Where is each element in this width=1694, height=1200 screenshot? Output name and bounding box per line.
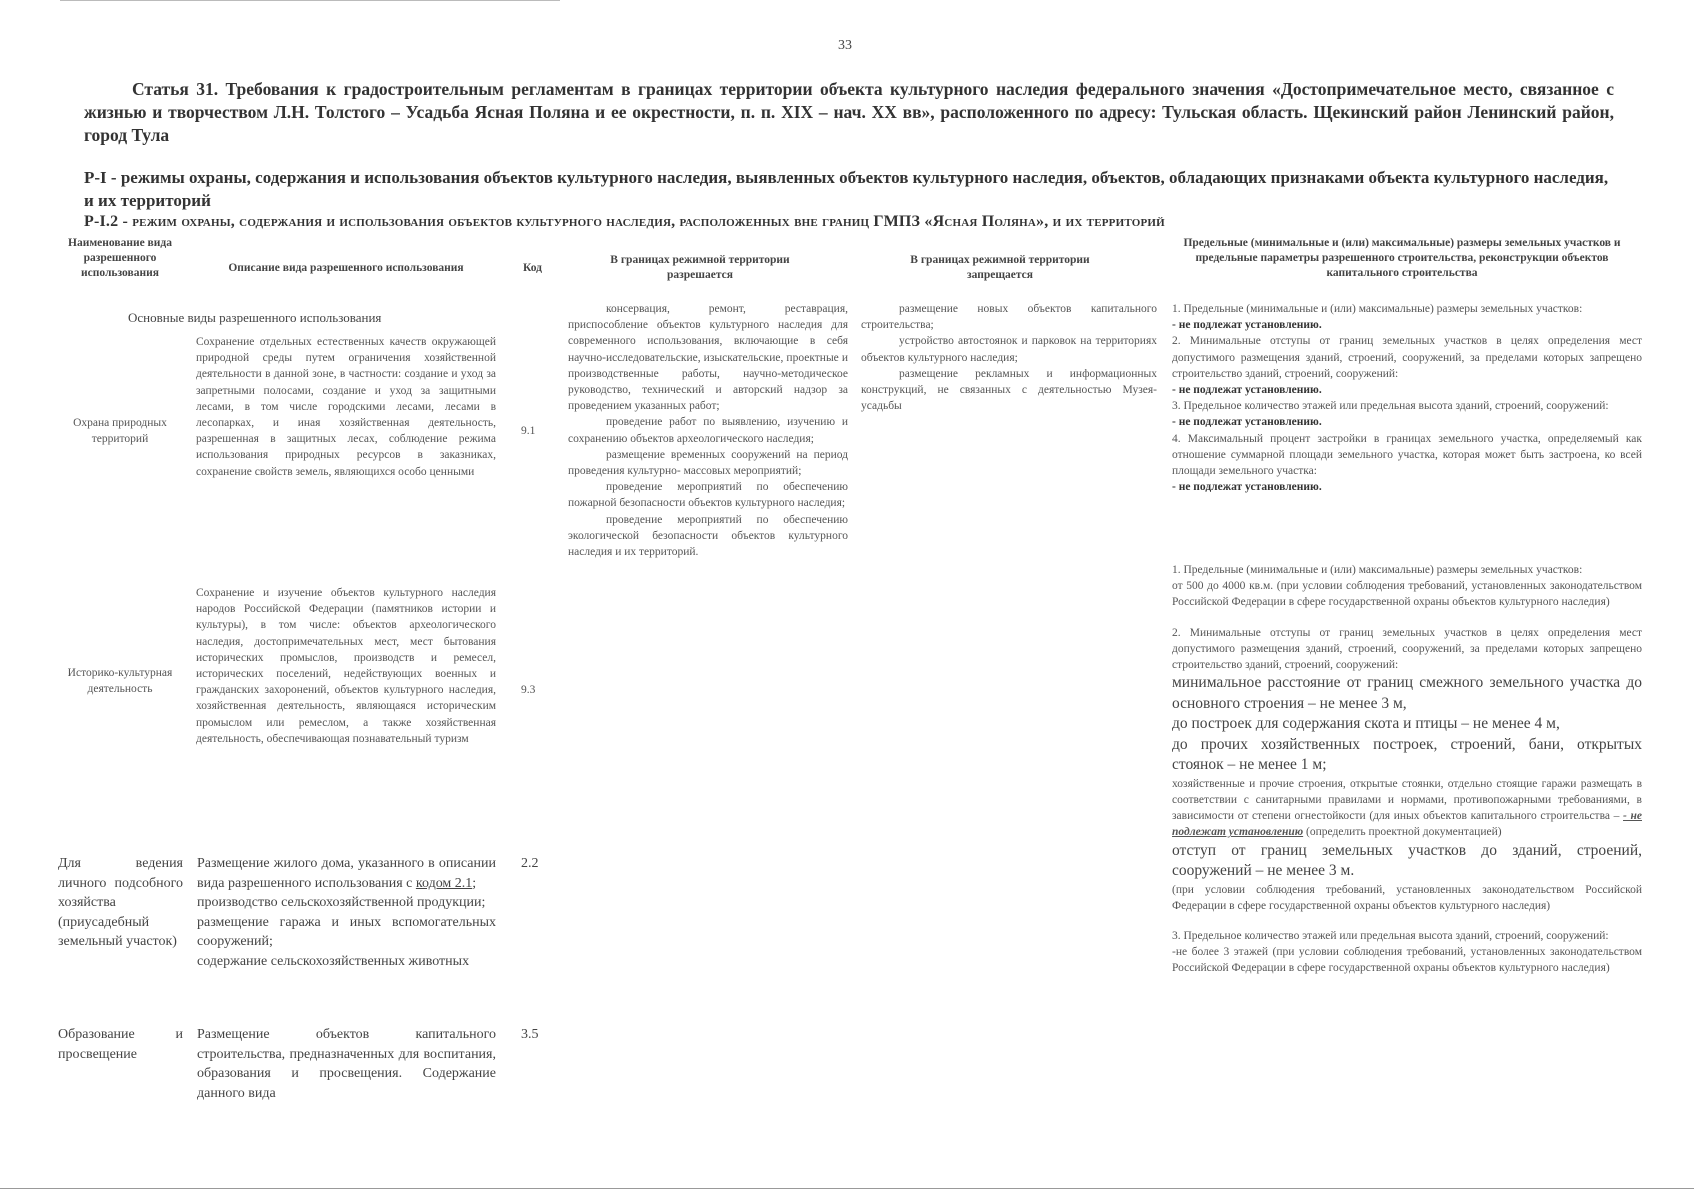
allowed-item: проведение работ по выявлению, изучению и сохранению объектов археологического наследия; [568, 416, 848, 445]
forbidden-list [861, 301, 1157, 414]
scan-edge-top [60, 0, 560, 2]
code-2-1-link[interactable]: кодом 2.1 [415, 875, 473, 891]
row-description-history: Сохранение и изучение объектов культурного наследия народов Российской Федерации (памятников истории и культуры), в том числе: объектов археологического наследия, достопримечательных мест, мест бытования исторических промыслов, производств и ремесел, исторических поселений, недействующих военных и гражданских захоронений, объектов культурного наследия, хозяйственная деятельность, являющаяся историческим промыслом или ремеслом, а также хозяйственная деятельность, обеспечивающая познавательный туризм [196, 587, 496, 745]
allowed-item: консервация, ремонт, реставрация, приспособление объектов культурного наследия для современного использования, включающие в себя научно-исследовательские, изыскательские, проектные и производственные работы, научно-методическое руководство, технический и авторский надзор за проведением указанных работ; [568, 303, 848, 413]
allowed-list [568, 301, 848, 560]
article-title: Статья 31. Требования к градостроительным регламентам в границах территории объекта культурного наследия федерального значения «Достопримечательное место, связанное с жизнью и творчеством Л.Н. Толстого – Усадьба Ясная Поляна и ее окрестности, п. п. XIX – нач. XX вв», расположенного по адресу: Тульская область. Щекинский район Ленинский район, город Тула [84, 79, 1614, 145]
header-name: Наименование вида разрешенного использования [68, 237, 172, 279]
row-description-nature: Сохранение отдельных естественных качеств окружающей природной среды путем ограничения хозяйственной деятельности в данной зоне, в частности: создание и уход за запретными полосами, создание и уход за защитными лесами, в том числе городскими лесами, лесами в лесопарках, и иная хозяйственная деятельность, разрешенная в защитных лесах, соблюдение режима использования природных ресурсов в заказниках, сохранение свойств земель, являющихся особо ценными [196, 336, 496, 478]
forbidden-item: размещение новых объектов капитального строительства; [861, 303, 1157, 332]
header-params: Предельные (минимальные и (или) максимальные) размеры земельных участков и предельные параметры разрешенного строительства, реконструкции объектов капитального строительства [1183, 237, 1621, 279]
row-code-nature: 9.1 [521, 425, 536, 437]
params-block-1: 1. Предельные (минимальные и (или) максимальные) размеры земельных участков: - не подлежат установлению. 2. Минимальные отступы от границ земельных участков в целях определения мест допустимого размещения зданий, строений, сооружений, за пределами которых запрещено строительство зданий, строений, сооружений: - не подлежат установлению. 3. Предельное количество этажей или предельная высота зданий, строений, сооружений: - не подлежат установлению. 4. Максимальный процент застройки в границах земельного участка, определяемый как отношение суммарной площади земельного участка, которая может быть застроена, ко всей площади земельного участка: - не подлежат установлению. [1172, 303, 1642, 494]
main-types-label: Основные виды разрешенного использования [128, 310, 382, 325]
section-heading-r1: Р-I - режимы охраны, содержания и использования объектов культурного наследия, выявленных объектов культурного наследия, объектов, обладающих признаками объекта культурного наследия, и их территорий [84, 168, 1609, 210]
allowed-item: проведение мероприятий по обеспечению экологической безопасности объектов культурного наследия и их территорий. [568, 513, 848, 559]
header-code: Код [522, 262, 542, 274]
row-name-nature: Охрана природных территорий [73, 417, 167, 446]
row-name-history: Историко-культурная деятельность [67, 667, 173, 696]
row-description-household: Размещение жилого дома, указанного в описании вида разрешенного использования с кодом 2.1; производство сельскохозяйственной продукции; размещение гаража и иных вспомогательных сооружений; содержание сельскохозяйственных животных [197, 856, 496, 969]
page-number: 33 [838, 38, 852, 53]
header-allowed: В границах режимной территории разрешается [610, 254, 790, 281]
section-heading-r1-2: Р-I.2 - режим охраны, содержания и использования объектов культурного наследия, расположенных вне границ ГМПЗ «Ясная Поляна», и их территорий [84, 213, 1165, 230]
allowed-item: размещение временных сооружений на период проведения культурно- массовых мероприятий; [568, 448, 848, 478]
row-code-household: 2.2 [521, 856, 539, 871]
header-description: Описание вида разрешенного использования [228, 262, 464, 274]
row-name-education: Образование и просвещение [58, 1027, 183, 1062]
forbidden-item: размещение рекламных и информационных конструкций, не связанных с деятельностью Музея-усадьбы [861, 367, 1157, 413]
forbidden-item: устройство автостоянок и парковок на территориях объектов культурного наследия; [861, 335, 1157, 364]
scan-edge-bottom [0, 1188, 1694, 1190]
row-code-history: 9.3 [521, 684, 536, 696]
row-code-education: 3.5 [521, 1027, 539, 1042]
row-name-household: Для ведения личного подсобного хозяйства (приусадебный земельный участок) [58, 856, 183, 949]
params-block-2: 1. Предельные (минимальные и (или) максимальные) размеры земельных участков: от 500 до 4000 кв.м. (при условии соблюдения требований, установленных законодательством Российской Федерации в сфере государственной охраны объектов культурного наследия) 2. Минимальные отступы от границ земельных участков в целях определения мест допустимого размещения зданий, строений, сооружений, за пределами которых запрещено строительство зданий, строений, сооружений: минимальное расстояние от границ смежного земельного участка до основного строения – не менее 3 м, до построек для содержания скота и птицы – не менее 4 м, до прочих хозяйственных построек, строений, бани, открытых стоянок – не менее 1 м; хозяйственные и прочие строения, открытые стоянки, отдельно стоящие гаражи размещать в соответствии с санитарными правилами и нормами, противопожарными требованиями, в зависимости от степени огнестойкости (для иных объектов капитального строительства – - не подлежат установлению (определить проектной документацией) отступ от границ земельных участков до зданий, строений, сооружений – не менее 3 м. (при условии соблюдения требований, установленных законодательством Российской Федерации в сфере государственной охраны объектов культурного наследия) 3. Предельное количество этажей или предельная высота зданий, строений, сооружений: -не более 3 этажей (при условии соблюдения требований, установленных законодательством Российской Федерации в сфере государственной охраны объектов культурного наследия) [1172, 564, 1642, 975]
allowed-item: проведение мероприятий по обеспечению пожарной безопасности объектов культурного наследия; [568, 481, 848, 510]
row-description-education: Размещение объектов капитального строительства, предназначенных для воспитания, образования и просвещения. Содержание данного вида [197, 1027, 496, 1101]
header-forbidden: В границах режимной территории запрещается [910, 254, 1090, 281]
